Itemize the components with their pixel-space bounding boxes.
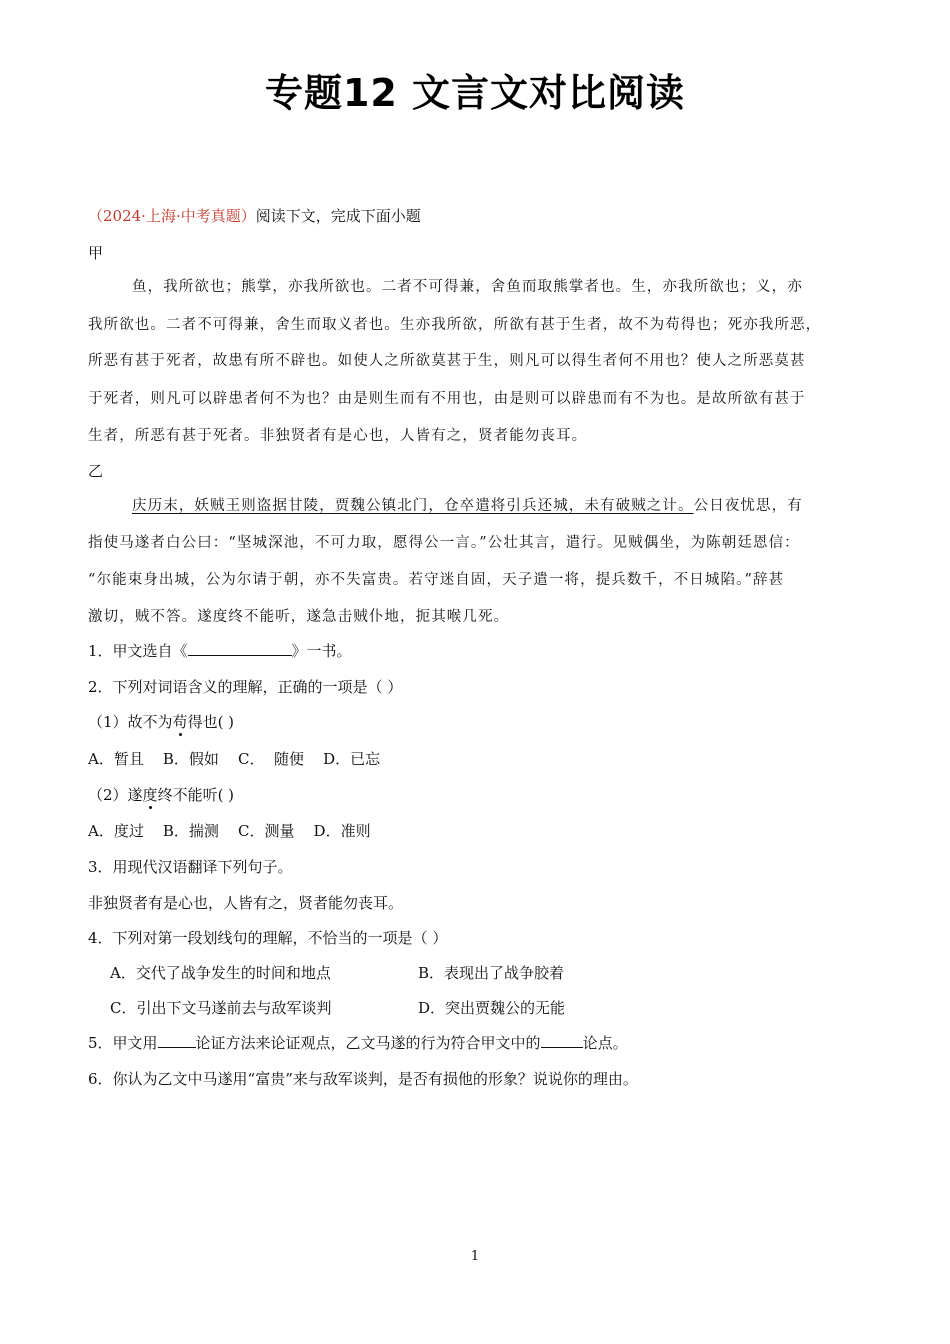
- source-tag: （2024·上海·中考真题）: [88, 207, 256, 225]
- underlined-sentence: 庆历末，妖贼王则盗据甘陵，贾魏公镇北门，仓卒遣将引兵还城，未有破贼之计。: [132, 498, 694, 514]
- passage-b-label: 乙: [88, 462, 104, 480]
- q1-answer-blank[interactable]: [188, 641, 292, 656]
- page-number: 1: [470, 1249, 480, 1264]
- passage-a-line: 鱼，我所欲也；熊掌，亦我所欲也。二者不可得兼，舍鱼而取熊掌者也。生，亦我所欲也；义，亦: [132, 279, 803, 295]
- passage-b-line: 激切，贼不答。遂度终不能听，遂急击贼仆地，扼其喉几死。: [88, 609, 510, 625]
- question-3-sentence: 非独贤者有是心也，人皆有之，贤者能勿丧耳。: [88, 894, 404, 912]
- passage-a-line: 所恶有甚于死者，故患有所不辟也。如使人之所欲莫甚于生，则凡可以得生者何不用也？使人之所恶莫甚: [88, 353, 806, 369]
- passage-a-line: 于死者，则凡可以辟患者何不为也？由是则生而有不用也，由是则可以辟患而有不为也。是故所欲有甚于: [88, 391, 806, 407]
- q5-part-3: 论点。: [582, 1034, 628, 1052]
- q1-text-before: 1．甲文选自《: [88, 642, 188, 660]
- passage-a-line: 我所欲也。二者不可得兼，舍生而取义者也。生亦我所欲，所欲有甚于生者，故不为苟得也；死亦我所恶，: [88, 317, 822, 333]
- passage-b-line: “尔能束身出城，公为尔请于朝，亦不失富贵。若守迷自固，天子遣一将，提兵数千，不日城陷。”辞甚: [88, 572, 785, 588]
- passage-a-line: 生者，所恶有甚于死者。非独贤者有是心也，人皆有之，贤者能勿丧耳。: [88, 428, 588, 444]
- passage-b-line: 指使马遂者白公曰：“坚城深池，不可力取，愿得公一言。”公壮其言，遣行。见贼偶坐，为陈朝廷恩信：: [88, 535, 800, 551]
- q4-option-d[interactable]: D．突出贾魏公的无能: [418, 999, 566, 1017]
- q5-part-1: 5．甲文用: [88, 1034, 158, 1052]
- question-2-sub-2: [88, 784, 234, 805]
- sub1-after: 得也( ): [187, 713, 235, 731]
- q4-option-a[interactable]: A．交代了战争发生的时间和地点: [110, 964, 331, 982]
- instruction-text: 阅读下文，完成下面小题: [255, 207, 421, 225]
- intro-line: [88, 205, 421, 226]
- question-2-options-1[interactable]: A．暂且 B．假如 C． 随便 D．已忘: [88, 750, 381, 768]
- sub2-before: （2）遂: [88, 786, 143, 804]
- q5-blank-1[interactable]: [158, 1033, 196, 1048]
- q5-blank-2[interactable]: [541, 1033, 583, 1048]
- q4-option-c[interactable]: C．引出下文马遂前去与敌军谈判: [110, 999, 332, 1017]
- passage-a-label: 甲: [88, 244, 104, 262]
- question-5: [88, 1032, 628, 1053]
- q5-part-2: 论证方法来论证观点，乙文马遂的行为符合甲文中的: [195, 1034, 541, 1052]
- sub1-before: （1）故不为: [88, 713, 173, 731]
- sub2-after: 终不能听( ): [157, 786, 235, 804]
- page-title: 专题12 文言文对比阅读: [264, 71, 686, 115]
- question-4: 4．下列对第一段划线句的理解，不恰当的一项是（ ）: [88, 929, 448, 947]
- dotted-char: 苟: [172, 713, 188, 731]
- q1-text-after: 》一书。: [291, 642, 352, 660]
- question-6: 6．你认为乙文中马遂用“富贵”来与敌军谈判，是否有损他的形象？说说你的理由。: [88, 1070, 638, 1088]
- question-3: 3．用现代汉语翻译下列句子。: [88, 858, 293, 876]
- question-2: 2．下列对词语含义的理解，正确的一项是（ ）: [88, 678, 403, 696]
- q4-option-b[interactable]: B．表现出了战争胶着: [418, 964, 565, 982]
- question-2-options-2[interactable]: A．度过 B．揣测 C．测量 D．准则: [88, 822, 371, 840]
- question-2-sub-1: [88, 711, 234, 732]
- dotted-char: 度: [142, 786, 158, 804]
- question-1: [88, 640, 352, 661]
- passage-b-first-line: [132, 494, 803, 515]
- passage-b-line-rest: 公日夜忧思，有: [693, 498, 803, 514]
